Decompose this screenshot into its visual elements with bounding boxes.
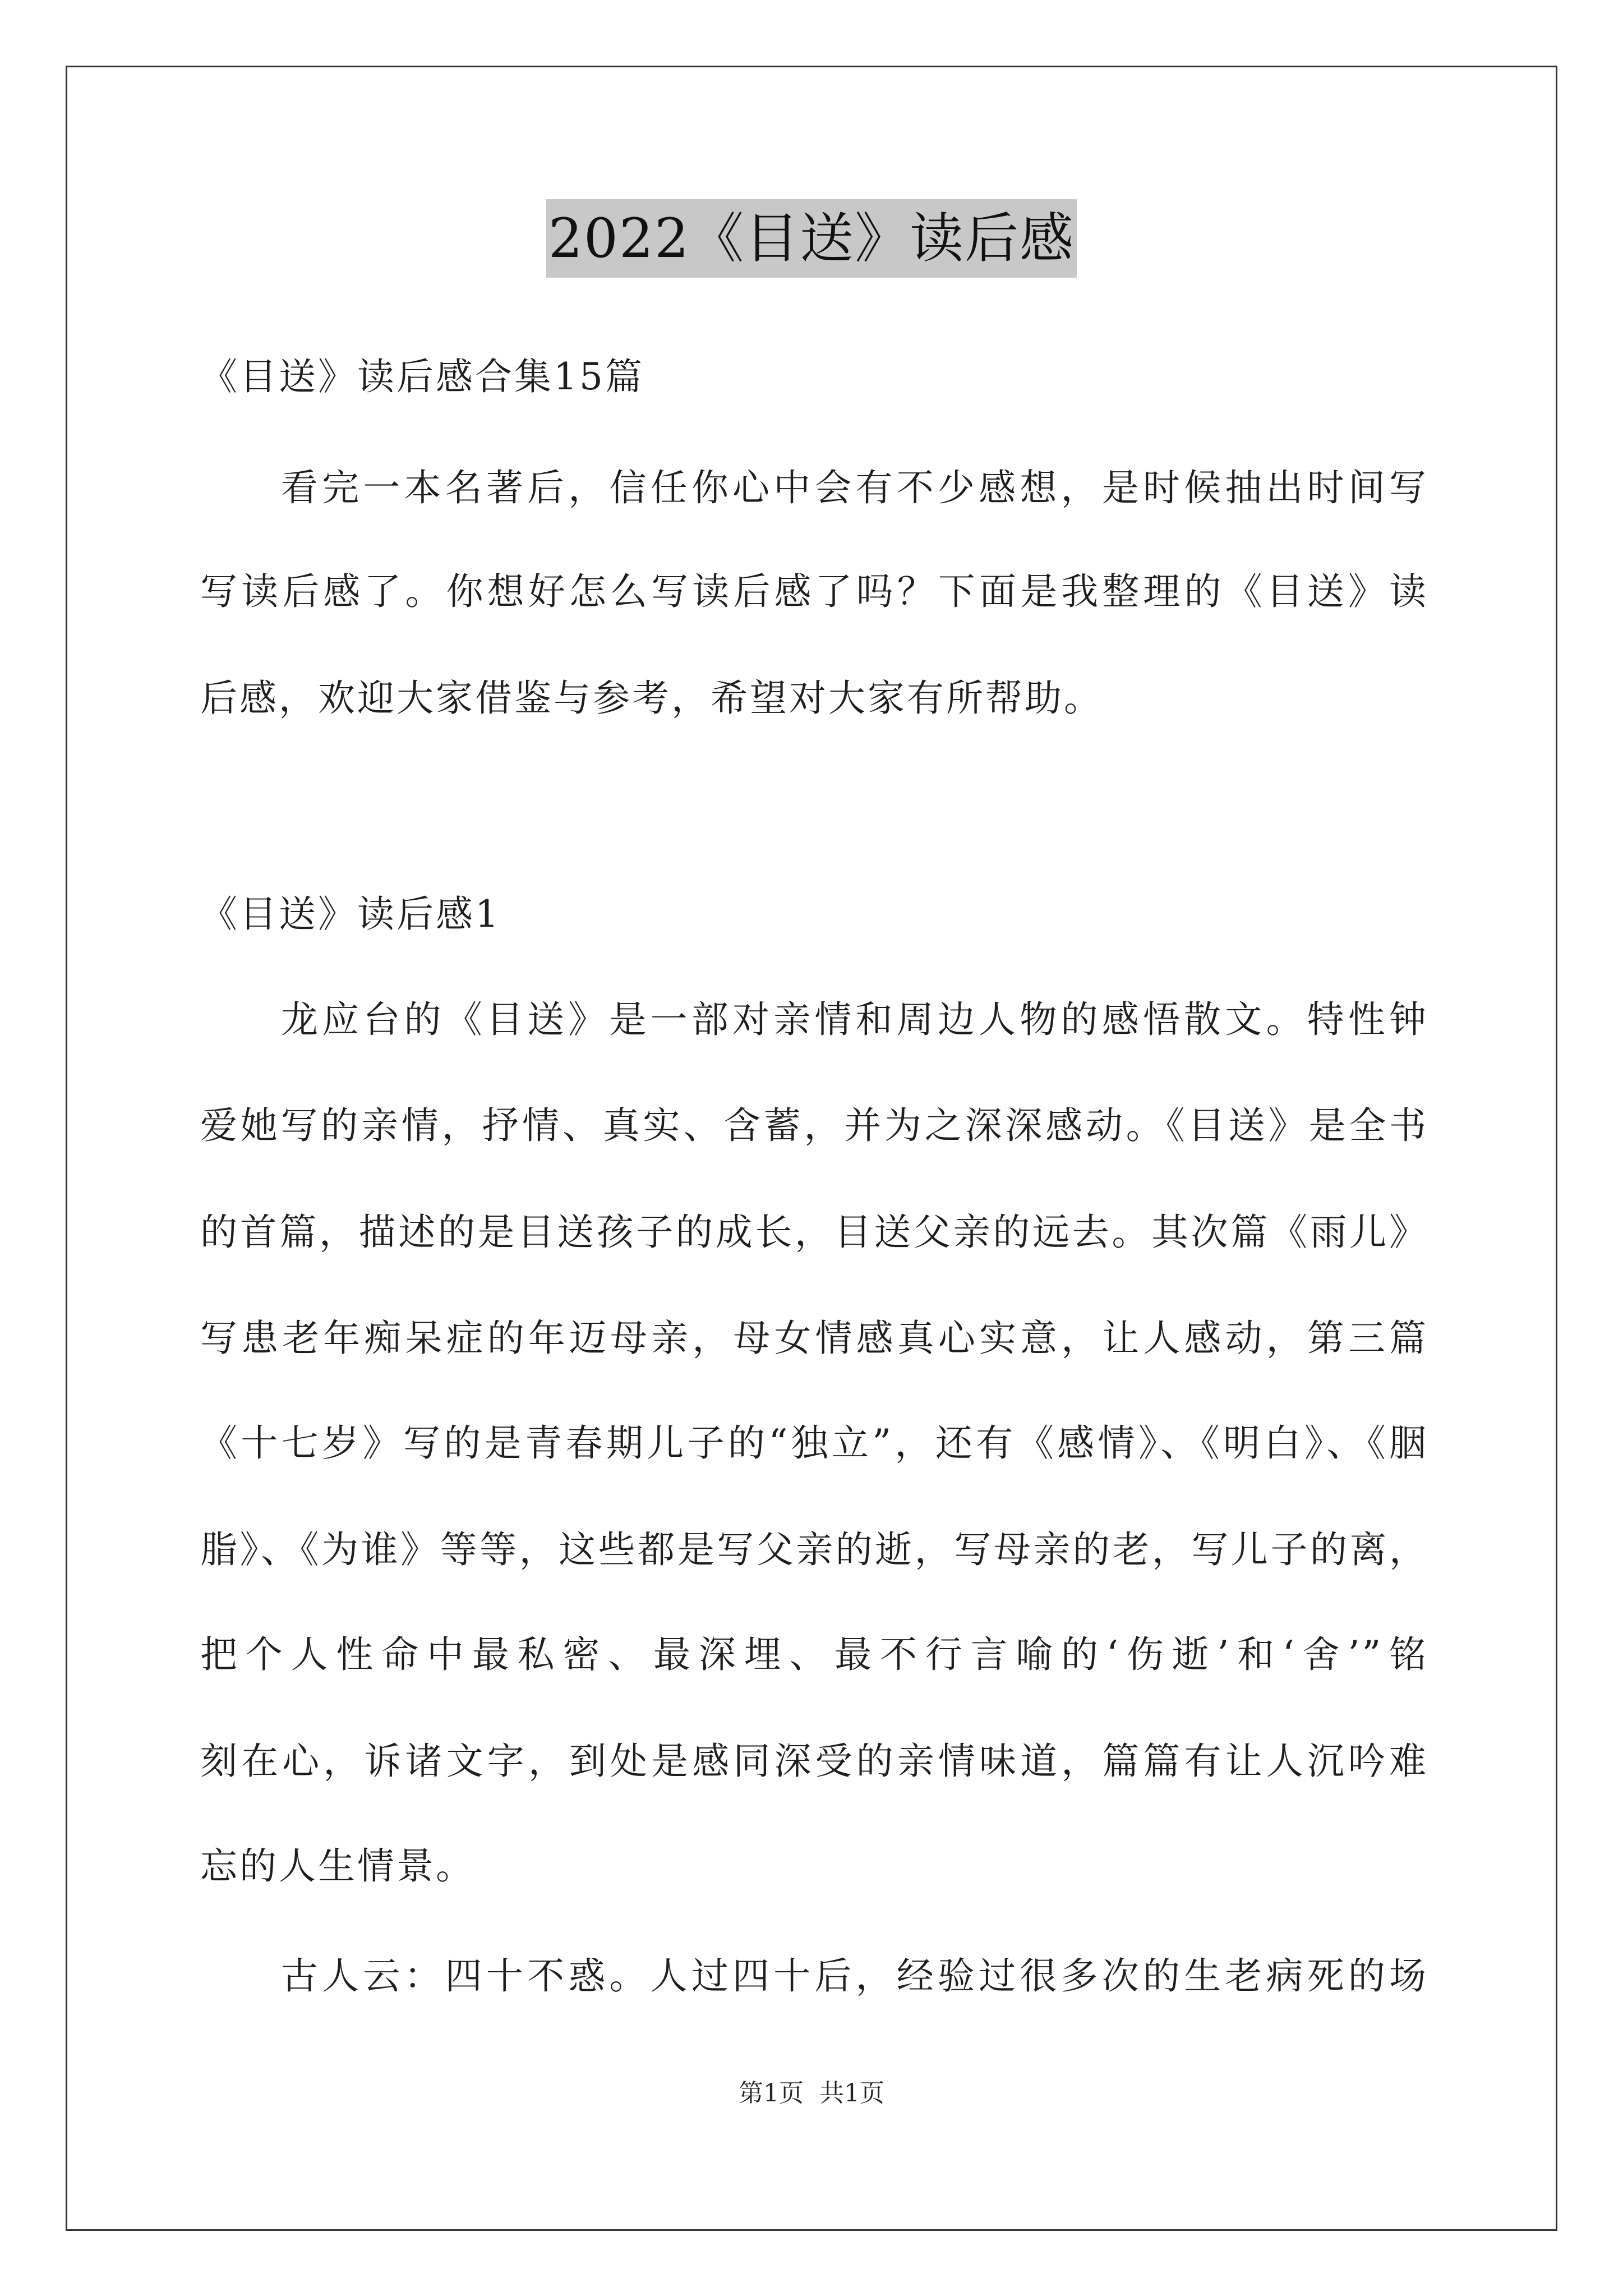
page-footer xyxy=(0,2077,1623,2110)
section-line-8: 刻在心，诉诸文字，到处是感同深受的亲情味道，篇篇有让人沉吟难 xyxy=(200,1740,1428,1783)
section-line-3: 的首篇，描述的是目送孩子的成长，目送父亲的远去。其次篇《雨儿》 xyxy=(200,1211,1428,1254)
last-line: 古人云：四十不惑。人过四十后，经验过很多次的生老病死的场 xyxy=(281,1954,1428,1998)
subtitle: 《目送》读后感合集15篇 xyxy=(200,355,644,398)
section-heading: 《目送》读后感1 xyxy=(200,892,501,936)
section-line-1: 龙应台的《目送》是一部对亲情和周边人物的感悟散文。特性钟 xyxy=(281,998,1428,1041)
intro-line-3: 后感，欢迎大家借鉴与参考，希望对大家有所帮助。 xyxy=(200,677,1103,720)
page-total: 共1页 xyxy=(819,2079,884,2108)
document-body xyxy=(200,0,1434,2019)
section-line-6: 脂》、《为谁》等等，这些都是写父亲的逝，写母亲的老，写儿子的离， xyxy=(200,1528,1428,1571)
section-line-9: 忘的人生情景。 xyxy=(200,1844,475,1888)
intro-line-2: 写读后感了。你想好怎么写读后感了吗？下面是我整理的《目送》读 xyxy=(200,570,1428,613)
page-number: 第1页 xyxy=(739,2079,804,2108)
intro-line-1: 看完一本名著后，信任你心中会有不少感想，是时候抽出时间写 xyxy=(281,466,1428,509)
section-line-5: 《十七岁》写的是青春期儿子的“独立”，还有《感情》、《明白》、《胭 xyxy=(200,1421,1428,1465)
document-title: 2022《目送》读后感 xyxy=(546,199,1077,278)
section-line-4: 写患老年痴呆症的年迈母亲，母女情感真心实意，让人感动，第三篇 xyxy=(200,1317,1428,1360)
section-line-2: 爱她写的亲情，抒情、真实、含蓄，并为之深深感动。《目送》是全书 xyxy=(200,1104,1428,1147)
section-line-7: 把个人性命中最私密、最深埋、最不行言喻的‘伤逝’和‘舍’”铭 xyxy=(200,1633,1428,1676)
